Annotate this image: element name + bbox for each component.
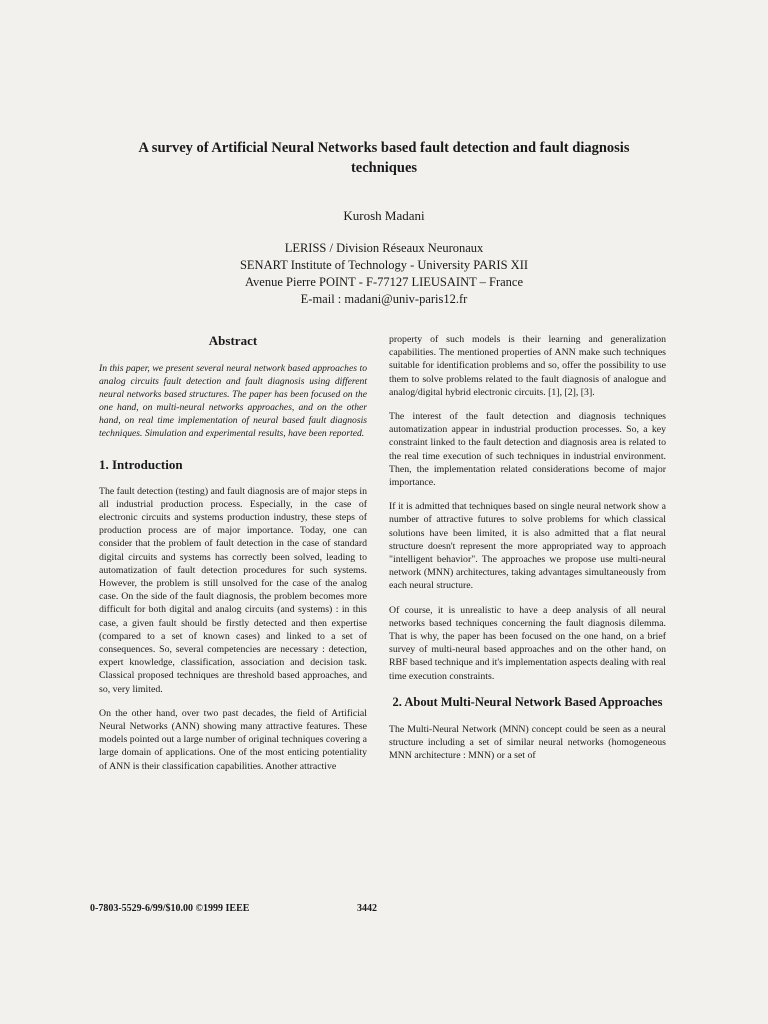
paragraph: If it is admitted that techniques based on single neural network show a number of attractive futures to solve problems for which classical solutions have been limited, it is also admitted that a flat neural structure doesn't represent the more appropriated way to approach "intelligent behavior". The approaches we propose use multi-neural network (MNN) architectures, taking advantages simultaneously from each neural structure. xyxy=(389,501,666,592)
author-name: Kurosh Madani xyxy=(343,208,425,223)
author-affiliation xyxy=(140,240,628,308)
page-number: 3442 xyxy=(357,903,377,914)
section-heading-mnn: 2. About Multi-Neural Network Based Approaches xyxy=(392,694,663,709)
right-column xyxy=(389,333,666,773)
paragraph: Of course, it is unrealistic to have a deep analysis of all neural networks based techniques concerning the fault diagnosis dilemma. That is why, the paper has been focused on the one hand, on a brief survey of multi-neural based approaches and on the other hand, on RBF based technique and it's implementation aspects dealing with real time execution constraints. xyxy=(389,604,666,682)
affiliation-line: LERISS / Division Réseaux Neuronaux xyxy=(284,241,484,255)
paragraph: The interest of the fault detection and diagnosis techniques automatization appear in industrial production processes. So, a key constraint linked to the fault detection and diagnosis area is related to the real time execution of such techniques in industrial environment. Then, the implementation related considerations become of major importance. xyxy=(389,411,666,489)
abstract-text: In this paper, we present several neural network based approaches to analog circuits fault detection and fault diagnosis using different neural networks based structures. The paper has been focused on the one hand, on multi-neural networks approaches, and on the other hand, on real time implementation of neural based fault diagnosis techniques. Simulation and experimental results, have been reported. xyxy=(99,363,367,440)
paragraph: The Multi-Neural Network (MNN) concept could be seen as a neural structure including a set of similar neural networks (homogeneous MNN architecture : MNN) or a set of xyxy=(389,723,666,762)
paragraph: The fault detection (testing) and fault diagnosis are of major steps in all industrial production process. Especially, in the case of electronic circuits and systems production industry, these steps of production process are of major importance. Today, one can consider that the problem of fault detection in the case of standard digital circuits and systems has correctly been solved, leading to automatization of fault detection procedures for such systems. However, the problem is still unsolved for the case of the analog case. On the side of the fault diagnosis, the problem becomes more difficult for both digital and analog circuits (and systems) : in this case, a given fault should be firstly detected and then expertise (compared to a set of known cases) and linked to a set of consequences. So, several competencies are necessary : detection, expert knowledge, classification, association and decision task. Classical proposed techniques are threshold based approaches, and so, very limited. xyxy=(99,485,367,695)
affiliation-line: Avenue Pierre POINT - F-77127 LIEUSAINT – France xyxy=(244,275,524,289)
abstract-heading: Abstract xyxy=(208,333,258,348)
paper-title: A survey of Artificial Neural Networks based fault detection and fault diagnosis techniques xyxy=(138,140,630,176)
left-column xyxy=(99,333,367,784)
section-heading-introduction: 1. Introduction xyxy=(99,456,183,472)
affiliation-line: SENART Institute of Technology - University PARIS XII xyxy=(239,258,529,272)
paragraph: property of such models is their learning and generalization capabilities. The mentioned properties of ANN make such techniques suitable for identification problems and so, offer the possibility to use them to solve problems related to the fault diagnosis of analogue and analog/digital hybrid electronic circuits. [1], [2], [3]. xyxy=(389,334,666,398)
copyright-footer: 0-7803-5529-6/99/$10.00 ©1999 IEEE xyxy=(90,903,250,914)
affiliation-email: E-mail : madani@univ-paris12.fr xyxy=(300,292,468,306)
paragraph: On the other hand, over two past decades, the field of Artificial Neural Networks (ANN) showing many attractive features. These models pointed out a large number of original techniques covering a large domain of applications. One of the most enticing potentiality of ANN is their classification capabilities. Another attractive xyxy=(99,707,367,772)
